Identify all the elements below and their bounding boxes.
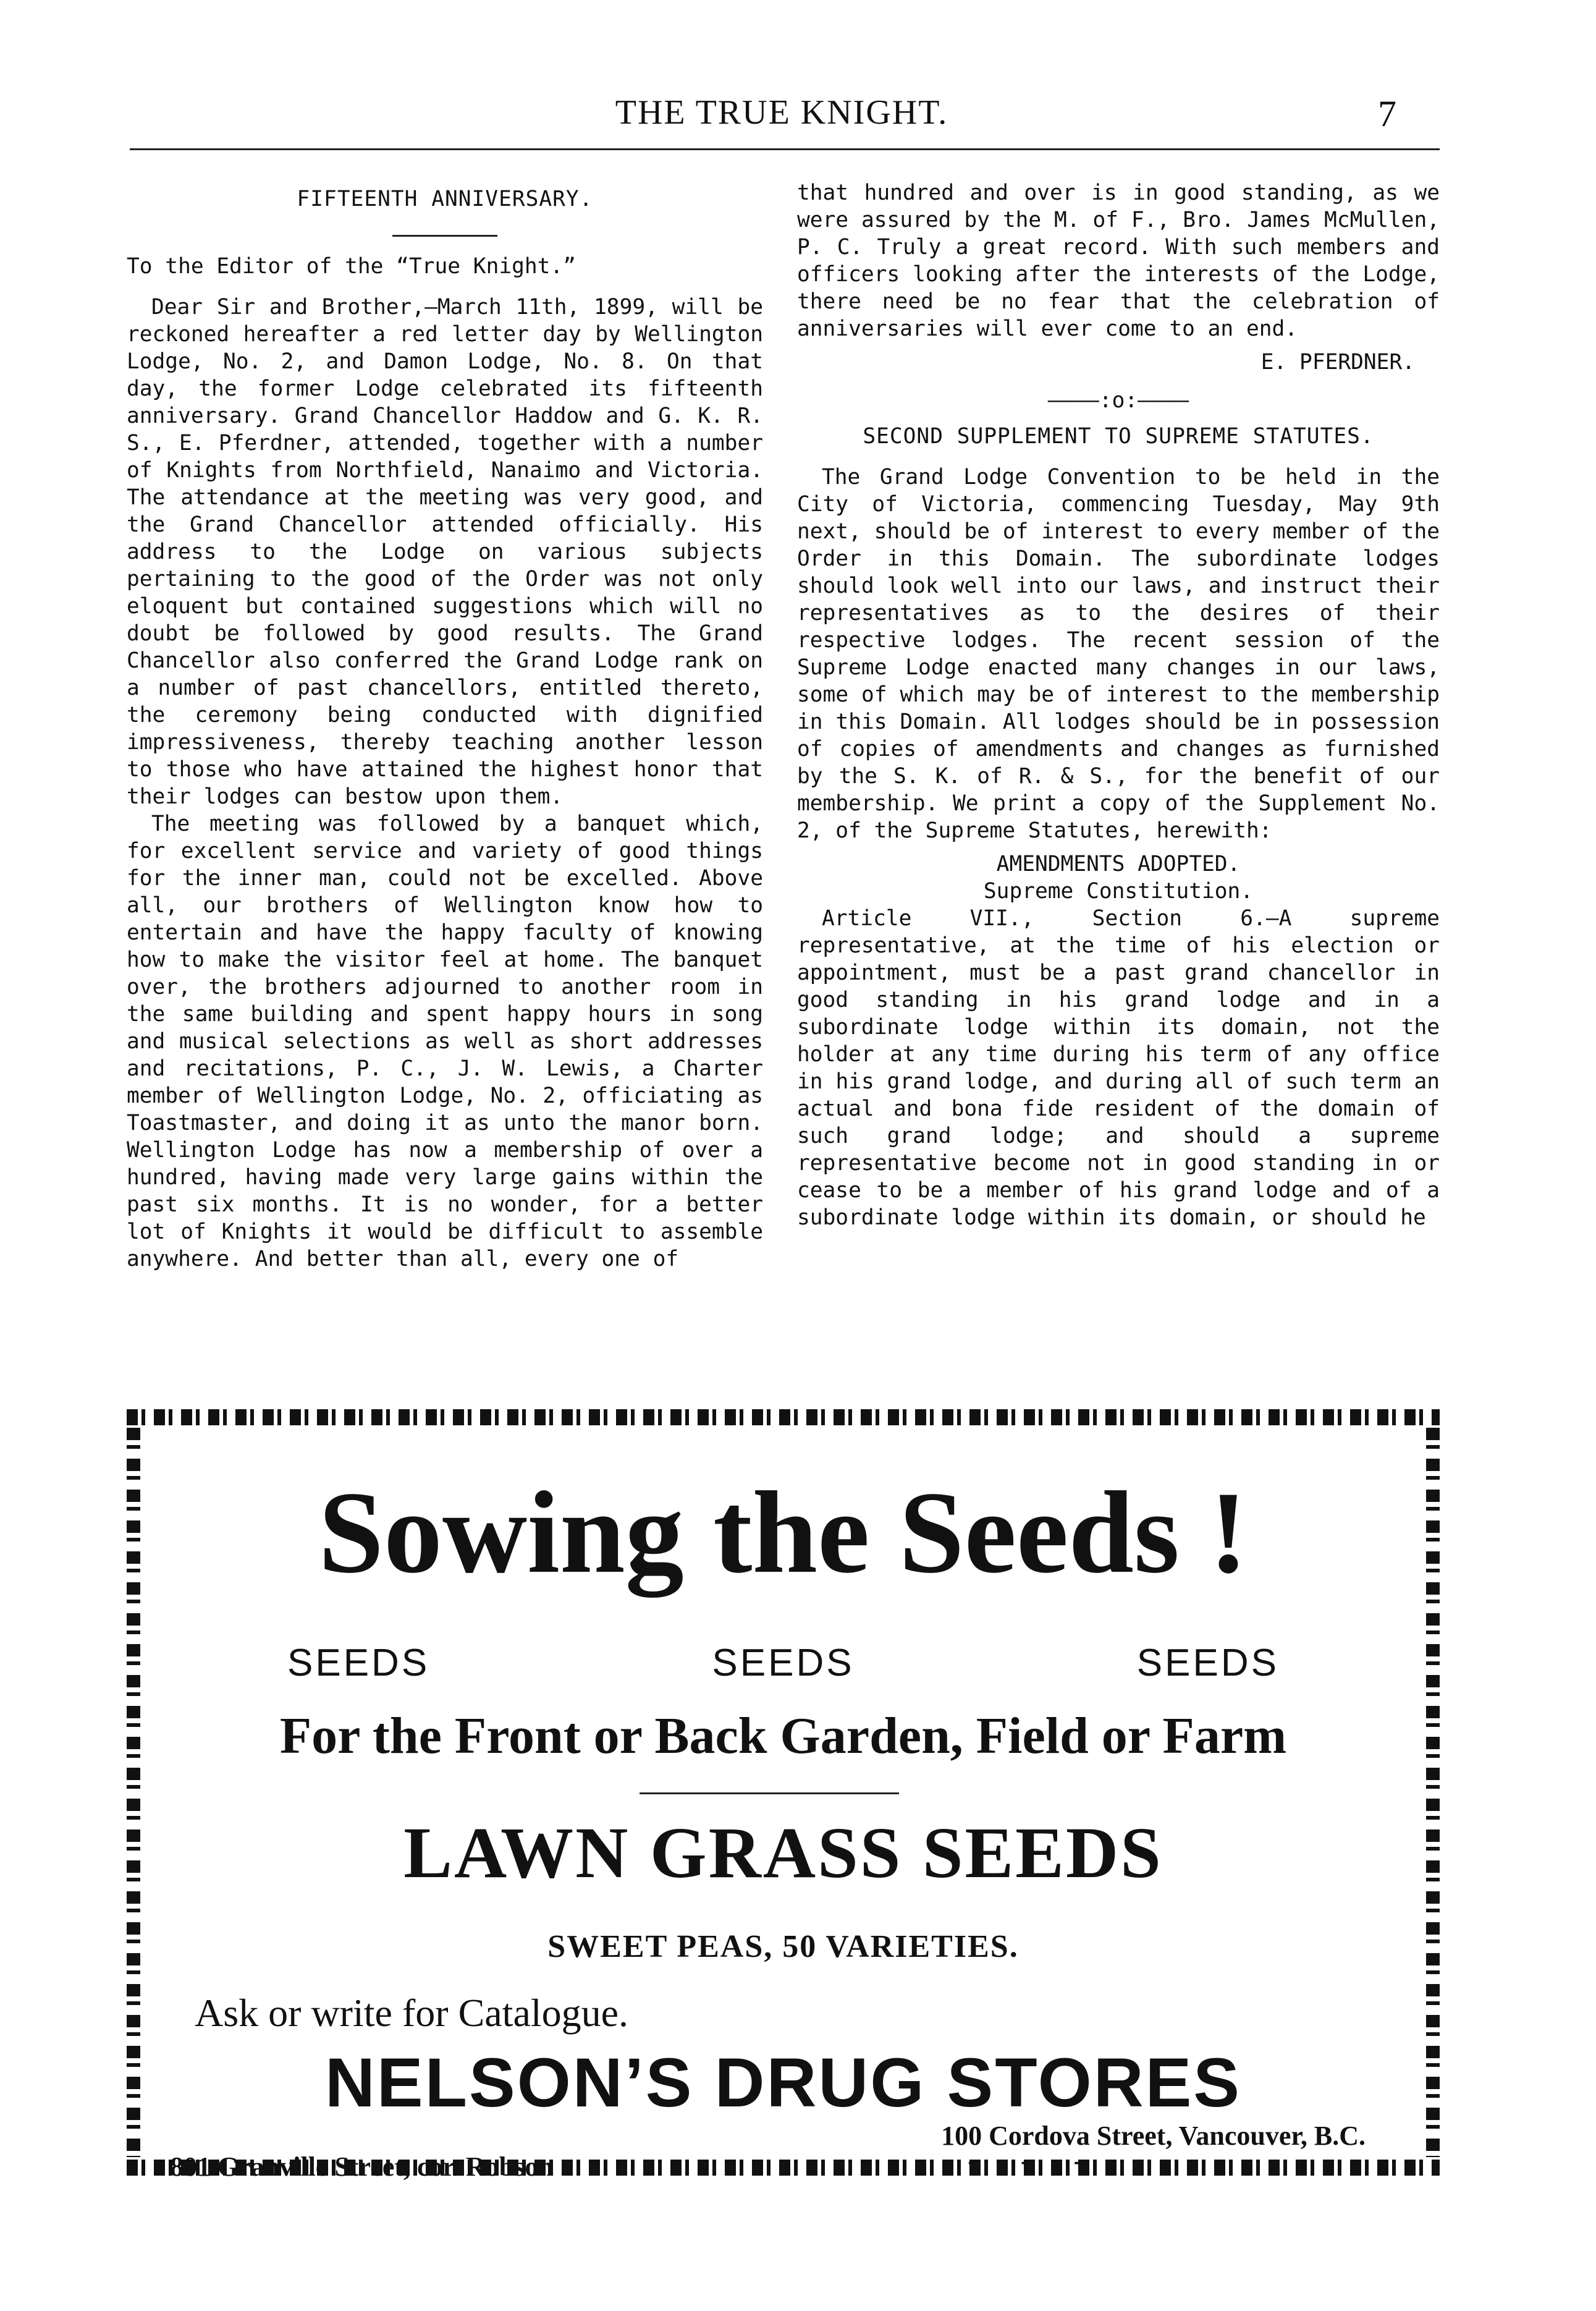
page-number: 7 bbox=[1378, 93, 1396, 134]
ad-headline: Sowing the Seeds ! bbox=[318, 1468, 1248, 1598]
right-column bbox=[797, 179, 1440, 1231]
ornamental-border-left bbox=[127, 1428, 140, 2157]
publication-title: THE TRUE KNIGHT. bbox=[615, 93, 948, 132]
address-cordova: 100 Cordova Street, Vancouver, B.C. bbox=[941, 2121, 1366, 2151]
running-head bbox=[130, 93, 1433, 142]
paragraph: The Grand Lodge Convention to be held in the City of Victoria, commencing Tuesday, May 9th next, should be of interest to every member of the Order in this Domain. The subordinate lodges should look well into our laws, and instruct their representatives as to the desires of their respective lodges. The recent session of the Supreme Lodge enacted many changes in our laws, some of which may be of interest to the membership in this Domain. All lodges should be in possession of copies of amendments and changes as furnished by the S. K. of R. & S., for the benefit of our membership. We print a copy of the Supplement No. 2, of the Supreme Statutes, herewith: bbox=[797, 465, 1440, 843]
ornamental-border-top bbox=[127, 1409, 1440, 1425]
paragraph: Dear Sir and Brother,—March 11th, 1899, will be reckoned hereafter a red letter day by Wellington Lodge, No. 2, and Damon Lodge, No. 8. On that day, the former Lodge celebrated its fifteenth anniversary. Grand Chancellor Haddow and G. K. R. S., E. Pferdner, attended, together with a number of Knights from Northfield, Nanaimo and Victoria. The attendance at the meeting was very good, and the Grand Chancellor attended officially. His address to the Lodge on various subjects pertaining to the good of the Order was not only eloquent but contained suggestions which will no doubt be followed by good results. The Grand Chancellor also conferred the Grand Lodge rank on a number of past chancellors, entitled thereto, the ceremony being conducted with dignified impressiveness, thereby teaching another lesson to those who have attained the highest honor that their lodges can bestow upon them. bbox=[127, 295, 763, 809]
ornamental-border-right bbox=[1426, 1428, 1440, 2157]
article-heading: FIFTEENTH ANNIVERSARY. bbox=[297, 187, 593, 211]
header-rule bbox=[130, 148, 1440, 150]
paragraph: The meeting was followed by a banquet which, for excellent service and variety of good things for the inner man, could not be excelled. Above all, our brothers of Wellington know how to entertain and have the happy faculty of knowing how to make the visitor feel at home. The banquet over, the brothers adjourned to another room in the same building and spent happy hours in song and musical selections as well as short addresses and recitations, P. C., J. W. Lewis, a Charter member of Wellington Lodge, No. 2, officiating as Toastmaster, and doing it as unto the manor born. Wellington Lodge has now a membership of over a hundred, having made very large gains within the past six months. It is no wonder, for a better lot of Knights it would be difficult to assemble anywhere. And better than all, every one of bbox=[127, 812, 763, 1271]
ad-divider bbox=[640, 1792, 899, 1794]
advertisement-body bbox=[164, 1434, 1403, 2182]
section-title: Supreme Constitution. bbox=[983, 879, 1254, 904]
address-dashes: - - - - - bbox=[862, 2145, 1102, 2176]
continued-paragraph: that hundred and over is in good standing, as we were assured by the M. of F., Bro. James McMullen, P. C. Truly a great record. With such members and officers looking after the interests of the Lodge, there need be no fear that the celebration of anniversaries will ever come to an end. bbox=[797, 180, 1440, 341]
seeds-row bbox=[287, 1641, 1279, 1685]
left-column bbox=[127, 185, 763, 1273]
subheading: AMENDMENTS ADOPTED. bbox=[996, 852, 1241, 876]
section-separator: ————:o:———— bbox=[1047, 388, 1189, 413]
signature: E. PFERDNER. bbox=[1260, 350, 1415, 375]
catalogue-line: Ask or write for Catalogue. bbox=[195, 1991, 629, 2035]
paragraph: Article VII., Section 6.—A supreme representative, at the time of his election or appointment, must be a past grand chancellor in good standing in his grand lodge and in a subordinate lodge within its domain, not the holder at any time during his term of any office in his grand lodge, and during all of such term an actual and bona fide resident of the domain of such grand lodge; and should a supreme representative become not in good standing in or cease to be a member of his grand lodge and of a subordinate lodge within its domain, or should he bbox=[797, 906, 1440, 1230]
sweet-peas-line: SWEET PEAS, 50 VARIETIES. bbox=[547, 1929, 1019, 1964]
advertisement bbox=[127, 1409, 1440, 2182]
heading-rule bbox=[392, 235, 497, 237]
salutation: To the Editor of the “True Knight.” bbox=[127, 254, 576, 279]
lawn-grass-line: LAWN GRASS SEEDS bbox=[403, 1812, 1163, 1893]
garden-line: For the Front or Back Garden, Field or Farm bbox=[279, 1707, 1287, 1765]
seeds-word: SEEDS bbox=[712, 1642, 855, 1684]
seeds-word: SEEDS bbox=[1136, 1642, 1279, 1684]
store-name: NELSON’S DRUG STORES bbox=[324, 2044, 1242, 2121]
address-granville: 801 Granville Street, cor. Robson bbox=[170, 2152, 554, 2182]
seeds-word: SEEDS bbox=[287, 1642, 430, 1684]
article-heading: SECOND SUPPLEMENT TO SUPREME STATUTES. bbox=[863, 424, 1374, 449]
